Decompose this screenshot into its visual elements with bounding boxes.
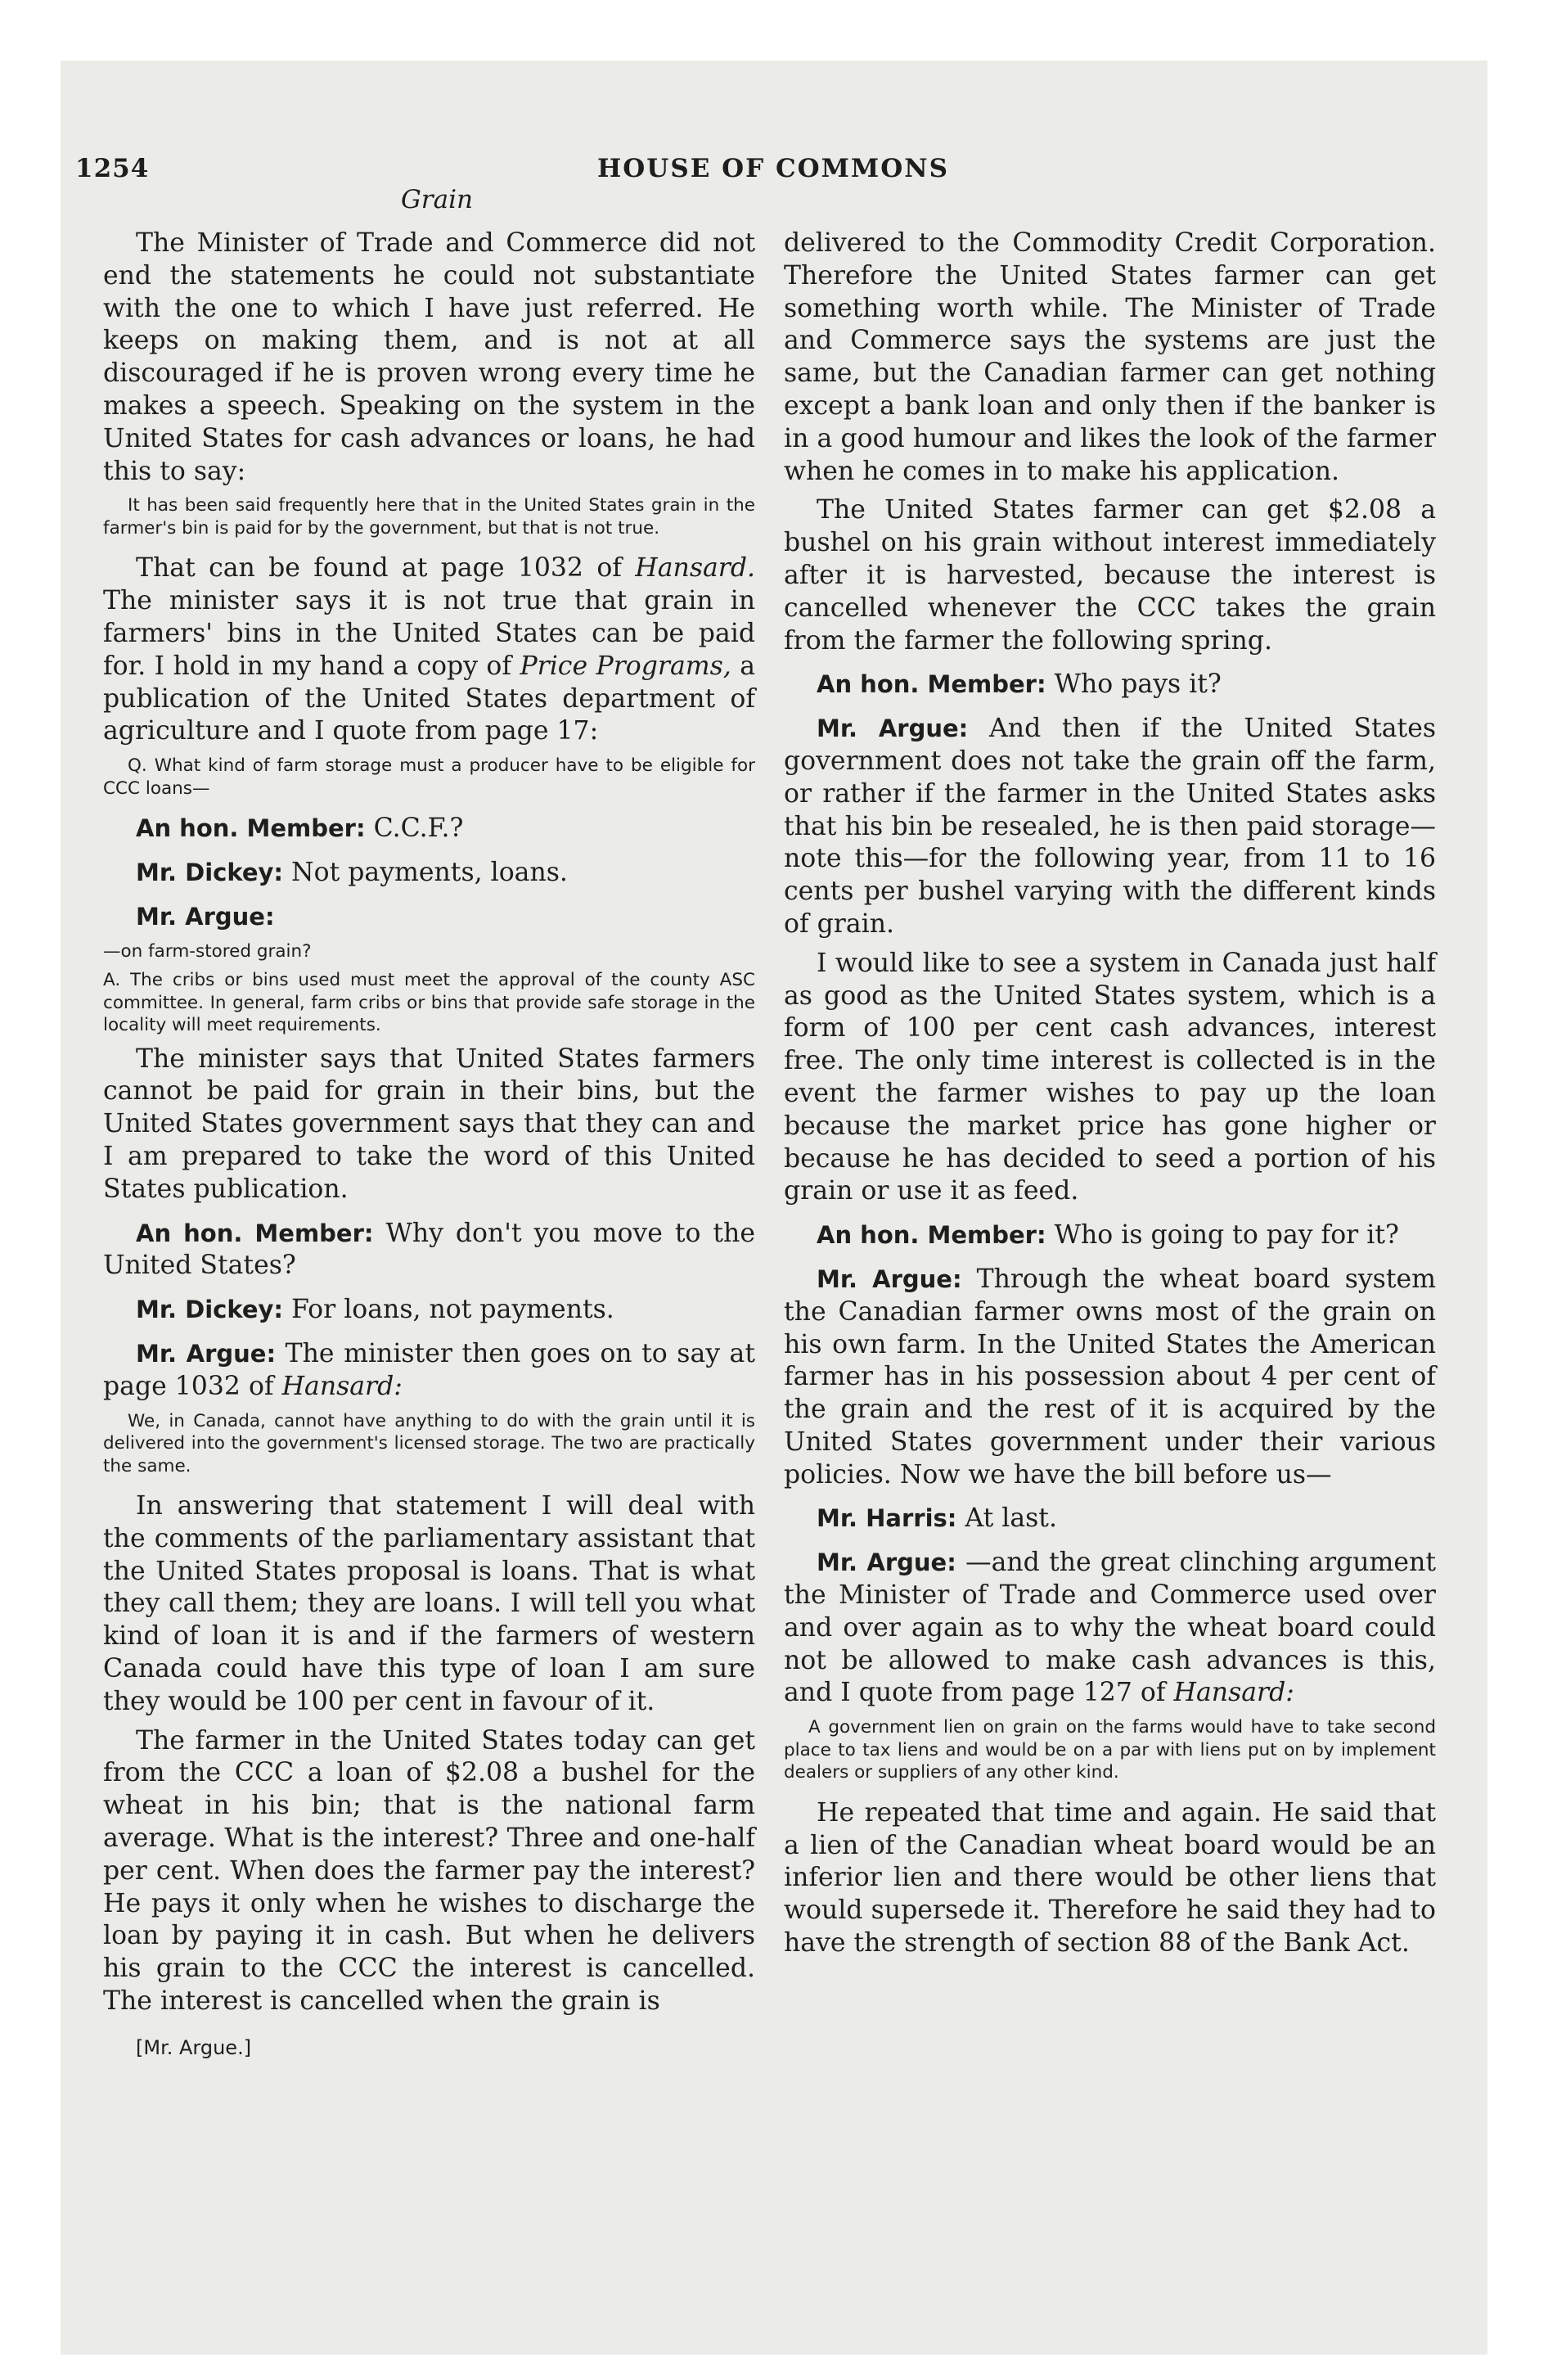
speech: Mr. Argue: And then if the United States government does not take the grain off the farm, or rather if the farmer in the United States asks that his bin be resealed, he is then paid storage—note this—for the following year, from 11 to 16 cents per bushel varying with the different kinds of grain. — [784, 714, 1437, 939]
paragraph: He repeated that time and again. He said that a lien of the Canadian wheat board would be an inferior lien and there would be other liens that would supersede it. Therefore he said they had to have the strength of section 88 of the Bank Act. — [784, 1797, 1436, 1958]
right-column — [784, 228, 1436, 1967]
block-quote: Q. What kind of farm storage must a producer have to be eligible for CCC loans— — [103, 755, 755, 799]
speaker-name: Mr. Argue: — [136, 1339, 277, 1368]
speech: Mr. Harris: At last. — [817, 1503, 1057, 1534]
speaker-name: Mr. Argue: — [817, 1548, 956, 1577]
paragraph: The farmer in the United States today can get from the CCC a loan of $2.08 a bushel for the wheat in his bin; that is the national farm average. What is the interest? Three and one-half per cent. When does the farmer pay the interest? He pays it only when he wishes to discharge the loan by paying it in cash. But when he delivers his grain to the CCC the interest is cancelled. The interest is cancelled when the grain is — [103, 1725, 755, 2016]
speech: An hon. Member: C.C.F.? — [136, 814, 464, 844]
speech: An hon. Member: Who pays it? — [817, 669, 1222, 700]
speech: An hon. Member: Who is going to pay for it? — [817, 1220, 1399, 1251]
block-quote: A government lien on grain on the farms would have to take second place to tax liens and would be on a par with liens put on by implement dealers or suppliers of any other kind. — [784, 1717, 1436, 1783]
speaker-name: Mr. Argue: — [817, 714, 969, 743]
paragraph: The Minister of Trade and Commerce did not end the statements he could not substantiate with the one to which I have just referred. He keeps on making them, and is not at all discouraged if he is proven wrong every time he makes a speech. Speaking on the system in the United States for cash advances or loans, he had this to say: — [103, 228, 755, 486]
block-quote: A. The cribs or bins used must meet the approval of the county ASC committee. In general, farm cribs or bins that provide safe storage in the locality will meet requirements. — [103, 970, 755, 1036]
speaker-name: An hon. Member: — [817, 1221, 1046, 1250]
page-number: 1254 — [75, 154, 150, 183]
speaker-name: An hon. Member: — [136, 1219, 374, 1247]
paragraph: That can be found at page 1032 of Hansard. The minister says it is not true that grain in farmers' bins in the United States can be paid for. I hold in my hand a copy of Price Programs, a publication of the United States department of agriculture and I quote from page 17: — [103, 553, 755, 746]
speaker-name: Mr. Dickey: — [136, 858, 284, 886]
speech: Mr. Argue: Through the wheat board system the Canadian farmer owns most of the grain on his own farm. In the United States the American farmer has in his possession about 4 per cent of the grain and the rest of it is acquired by the United States government under their various policies. Now we have the bill before us— — [784, 1264, 1436, 1490]
speech: Mr. Dickey: For loans, not payments. — [136, 1295, 614, 1325]
speech: An hon. Member: Why don't you move to the United States? — [103, 1218, 755, 1281]
paragraph: delivered to the Commodity Credit Corporation. Therefore the United States farmer can get something worth while. The Minister of Trade and Commerce says the systems are just the same, but the Canadian farmer can get nothing except a bank loan and only then if the banker is in a good humour and likes the look of the farmer when he comes in to make his application. — [784, 228, 1436, 486]
running-head: HOUSE OF COMMONS — [597, 154, 949, 183]
speaker-name: An hon. Member: — [136, 814, 366, 843]
left-column — [103, 228, 755, 2059]
speech — [103, 901, 755, 934]
speech: Mr. Argue: —and the great clinching argument the Minister of Trade and Commerce used over and over again as to why the wheat board could not be allowed to make cash advances is this, and I quote from page 127 of Hansard: — [784, 1548, 1437, 1708]
paragraph: In answering that statement I will deal with the comments of the parliamentary assistant that the United States proposal is loans. That is what they call them; they are loans. I will tell you what kind of loan it is and if the farmers of western Canada could have this type of loan I am sure they would be 100 per cent in favour of it. — [103, 1491, 755, 1716]
speaker-signoff: [Mr. Argue.] — [136, 2035, 252, 2059]
block-quote: It has been said frequently here that in the United States grain in the farmer's bin is paid for by the government, but that is not true. — [103, 495, 755, 539]
speech: Mr. Argue: The minister then goes on to say at page 1032 of Hansard: — [103, 1338, 755, 1401]
block-quote: We, in Canada, cannot have anything to do with the grain until it is delivered into the government's licensed storage. The two are practically the same. — [103, 1410, 755, 1476]
speaker-name: Mr. Harris: — [817, 1504, 957, 1533]
paragraph: The minister says that United States farmers cannot be paid for grain in their bins, but the United States government says that they can and I am prepared to take the word of this United States publication. — [103, 1044, 755, 1204]
paragraph: The United States farmer can get $2.08 a bushel on his grain without interest immediately after it is harvested, because the interest is cancelled whenever the CCC takes the grain from the farmer the following spring. — [784, 495, 1436, 656]
section-title: Grain — [401, 185, 473, 214]
speech: Mr. Dickey: Not payments, loans. — [136, 857, 568, 887]
speaker-name: Mr. Argue: — [136, 902, 275, 931]
speaker-name: Mr. Argue: — [817, 1264, 962, 1293]
paragraph: I would like to see a system in Canada just half as good as the United States system, which is a form of 100 per cent cash advances, interest free. The only time interest is collected is in the event the farmer wishes to pay up the loan because the market price has gone higher or because he has decided to seed a portion of his grain or use it as feed. — [784, 948, 1436, 1206]
block-quote: —on farm-stored grain? — [103, 940, 312, 962]
speaker-name: Mr. Dickey: — [136, 1296, 284, 1324]
speaker-name: An hon. Member: — [817, 670, 1046, 699]
